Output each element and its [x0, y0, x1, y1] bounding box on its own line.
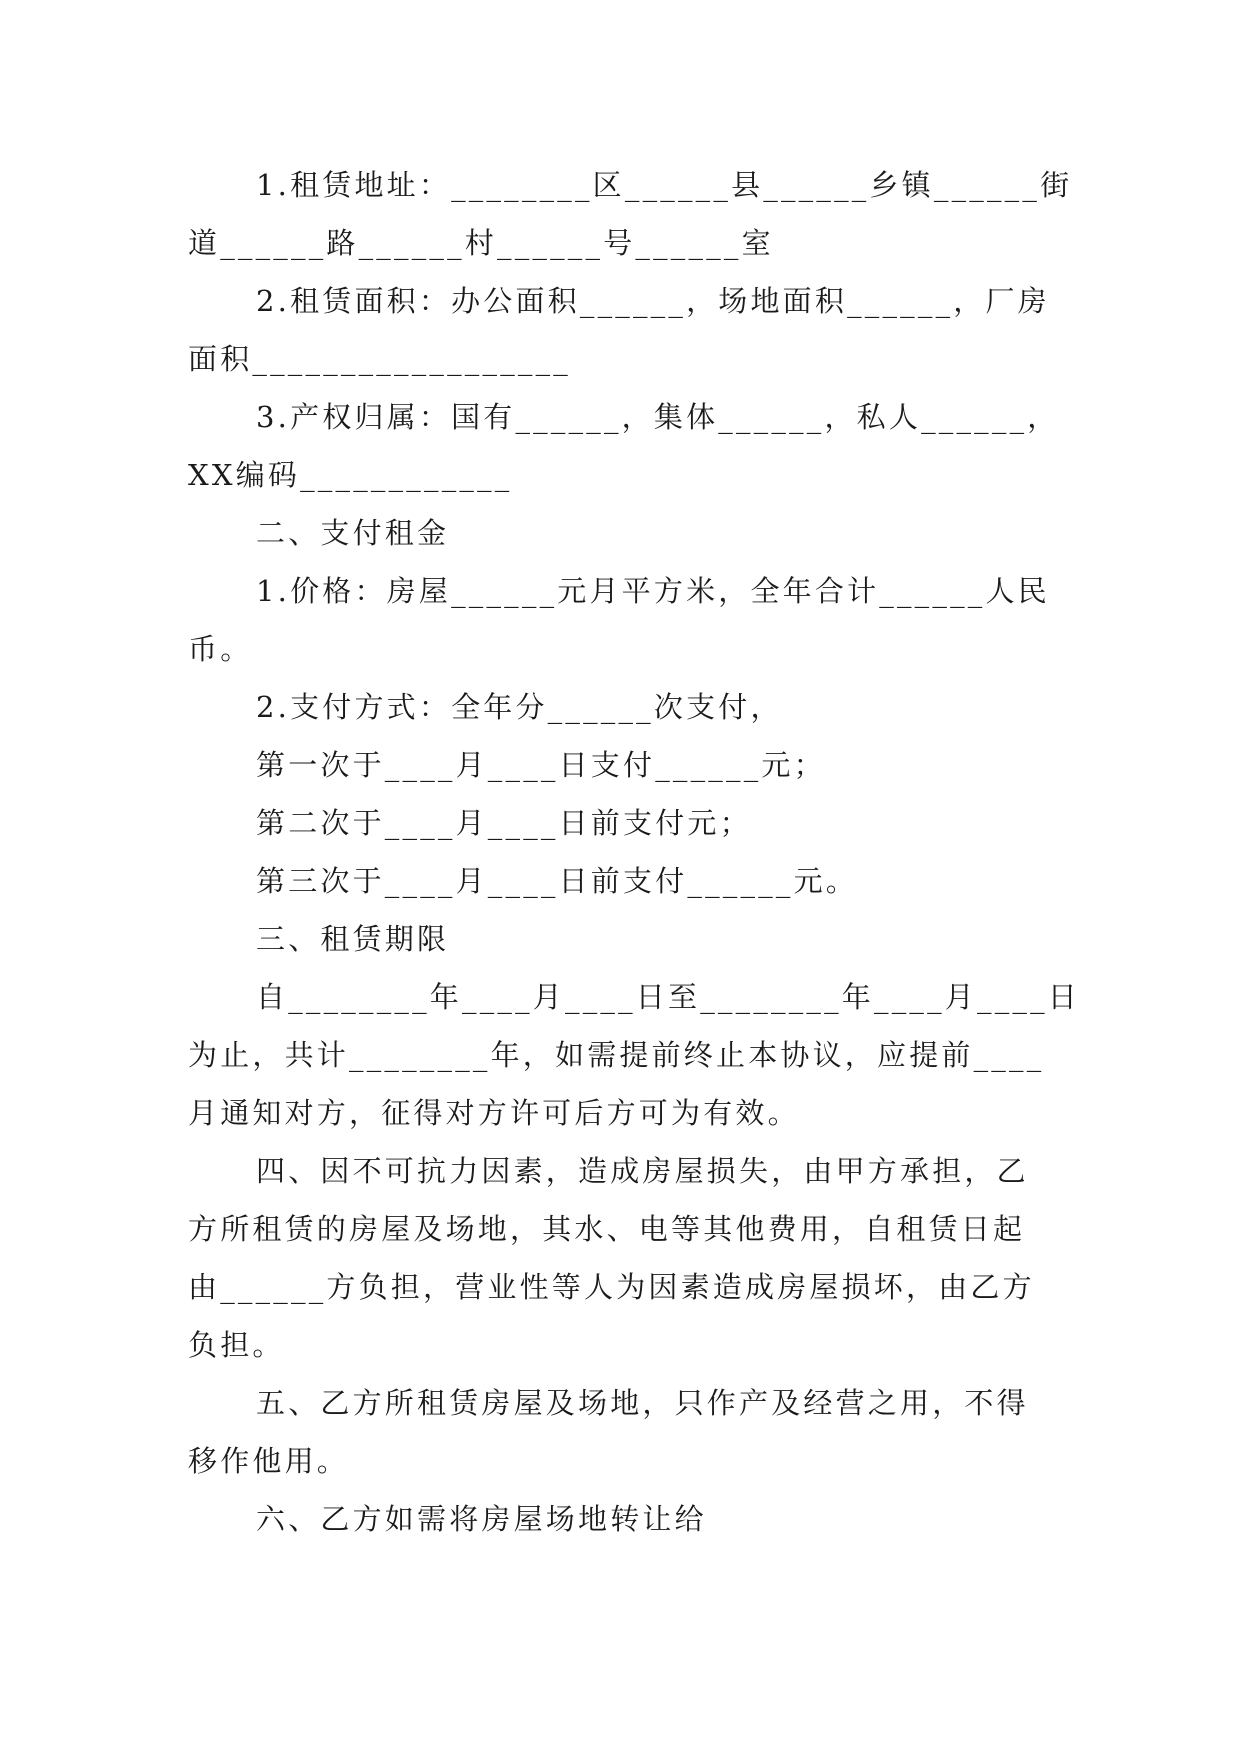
section-4-paragraph-cont-3: 负担。 [188, 1328, 285, 1362]
section-5-paragraph-cont: 移作他用。 [188, 1444, 350, 1478]
payment-price-cont: 币。 [188, 632, 253, 666]
clause-1-address: 1.租赁地址：________区______县______乡镇______街 [256, 168, 1073, 202]
section-5-paragraph: 五、乙方所租赁房屋及场地，只作产及经营之用，不得 [256, 1386, 1029, 1420]
payment-method: 2.支付方式：全年分______次支付， [256, 690, 783, 724]
section-4-paragraph-cont-2: 由______方负担，营业性等人为因素造成房屋损坏，由乙方 [188, 1270, 1035, 1304]
section-4-paragraph: 四、因不可抗力因素，造成房屋损失，由甲方承担，乙 [256, 1154, 1029, 1188]
term-dates: 自________年____月____日至________年____月____日 [256, 980, 1081, 1014]
payment-first: 第一次于____月____日支付______元； [256, 748, 826, 782]
clause-2-area: 2.租赁面积：办公面积______，场地面积______，厂房 [256, 284, 1050, 318]
clause-3-ownership: 3.产权归属：国有______，集体______，私人______， [256, 400, 1060, 434]
payment-third: 第三次于____月____日前支付______元。 [256, 864, 859, 898]
term-total: 为止，共计________年，如需提前终止本协议，应提前____ [188, 1038, 1045, 1072]
clause-3-ownership-cont: XX编码____________ [188, 458, 513, 492]
term-notice: 月通知对方，征得对方许可后方可为有效。 [188, 1096, 800, 1130]
section-6-paragraph: 六、乙方如需将房屋场地转让给 [256, 1502, 707, 1536]
payment-second: 第二次于____月____日前支付元； [256, 806, 752, 840]
payment-price: 1.价格：房屋______元月平方米，全年合计______人民 [256, 574, 1050, 608]
clause-2-area-cont: 面积__________________ [188, 342, 572, 376]
clause-1-address-cont: 道______路______村______号______室 [188, 226, 774, 260]
section-3-heading: 三、租赁期限 [256, 922, 450, 956]
section-2-heading: 二、支付租金 [256, 516, 450, 550]
section-4-paragraph-cont-1: 方所租赁的房屋及场地，其水、电等其他费用，自租赁日起 [188, 1212, 1026, 1246]
